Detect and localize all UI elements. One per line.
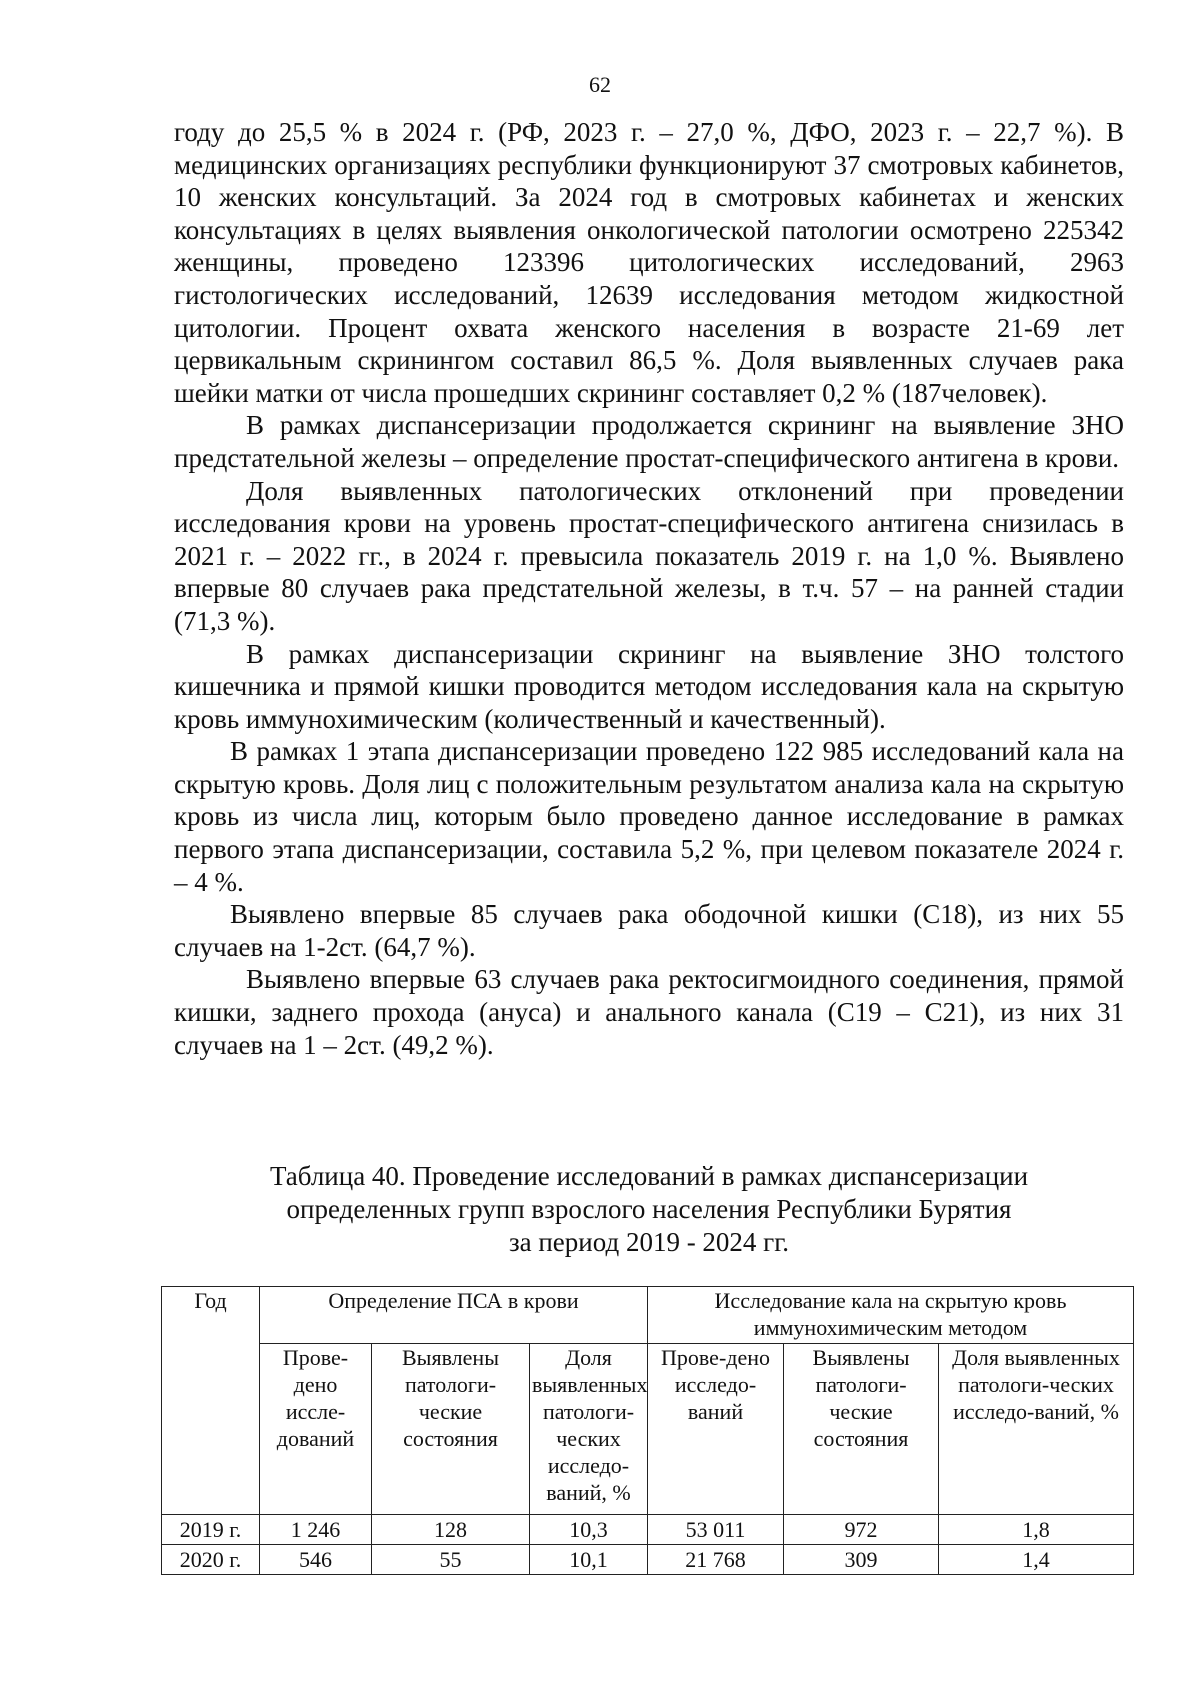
cell-psa-done: 546	[260, 1545, 372, 1575]
cell-psa-share: 10,1	[530, 1545, 648, 1575]
table-row	[162, 1545, 1134, 1575]
table-caption	[174, 1160, 1124, 1259]
paragraph-colon-cancer-cases: Выявлено впервые 85 случаев рака ободочной кишки (С18), из них 55 случаев на 1-2ст. (64,7 %).	[174, 899, 1124, 962]
table-row	[162, 1515, 1134, 1545]
cell-psa-found: 55	[372, 1545, 530, 1575]
header-psa-found: Выявлены патологи-ческие состояния	[372, 1344, 530, 1515]
page-number: 62	[589, 72, 611, 97]
paragraph-rectal-cancer-cases: Выявлено впервые 63 случаев рака ректосигмоидного соединения, прямой кишки, заднего прохода (ануса) и анального канала (С19 – С21), из них 31 случаев на 1 – 2ст. (49,2 %).	[174, 964, 1124, 1060]
header-stool-done: Прове-дено исследо-ваний	[648, 1344, 784, 1515]
cell-stool-done: 21 768	[648, 1545, 784, 1575]
cell-psa-share: 10,3	[530, 1515, 648, 1545]
cell-stool-share: 1,8	[939, 1515, 1134, 1545]
table-subheader-row	[162, 1344, 1134, 1515]
paragraph-psa-results: Доля выявленных патологических отклонений при проведении исследования крови на уровень простат-специфического антигена снизилась в 2021 г. – 2022 гг., в 2024 г. превысила показатель 2019 г. на 1,0 %. Выявлено впервые 80 случаев рака предстательной железы, в т.ч. 57 – на ранней стадии (71,3 %).	[174, 475, 1124, 636]
body-text	[174, 116, 1124, 1061]
table-caption-line: определенных групп взрослого населения Республики Бурятия	[286, 1194, 1012, 1224]
cell-psa-found: 128	[372, 1515, 530, 1545]
cell-stool-found: 309	[784, 1545, 939, 1575]
table-caption-line: за период 2019 - 2024 гг.	[508, 1227, 790, 1257]
header-psa-share: Доля выявленных патологи-ческих исследо-ваний, %	[530, 1344, 648, 1515]
screening-table	[161, 1286, 1134, 1575]
cell-year: 2019 г.	[162, 1515, 260, 1545]
header-stool-share: Доля выявленных патологи-ческих исследо-ваний, %	[939, 1344, 1134, 1515]
paragraph-cervical-screening: году до 25,5 % в 2024 г. (РФ, 2023 г. – 27,0 %, ДФО, 2023 г. – 22,7 %). В медицинских организациях республики функционируют 37 смотровых кабинетов, 10 женских консультаций. За 2024 год в смотровых кабинетах и женских консультациях в целях выявления онкологической патологии осмотрено 225342 женщины, проведено 123396 цитологических исследований, 2963 гистологических исследований, 12639 исследования методом жидкостной цитологии. Процент охвата женского населения в возрасте 21-69 лет цервикальным скринингом составил 86,5 %. Доля выявленных случаев рака шейки матки от числа прошедших скрининг составляет 0,2 % (187человек).	[174, 117, 1124, 408]
paragraph-colorectal-screening: В рамках диспансеризации скрининг на выявление ЗНО толстого кишечника и прямой кишки проводится методом исследования кала на скрытую кровь иммунохимическим (количественный и качественный).	[174, 638, 1124, 734]
header-psa-group: Определение ПСА в крови	[260, 1287, 648, 1344]
table-header-row	[162, 1287, 1134, 1344]
cell-stool-share: 1,4	[939, 1545, 1134, 1575]
table-caption-line: Таблица 40. Проведение исследований в рамках диспансеризации	[269, 1161, 1029, 1191]
header-stool-found: Выявлены патологи-ческие состояния	[784, 1344, 939, 1515]
cell-year: 2020 г.	[162, 1545, 260, 1575]
header-year: Год	[162, 1287, 260, 1515]
cell-psa-done: 1 246	[260, 1515, 372, 1545]
cell-stool-found: 972	[784, 1515, 939, 1545]
header-stool-group: Исследование кала на скрытую кровь иммунохимическим методом	[648, 1287, 1134, 1344]
paragraph-prostate-screening: В рамках диспансеризации продолжается скрининг на выявление ЗНО предстательной железы – определение простат-специфического антигена в крови.	[174, 410, 1124, 473]
paragraph-stool-test-results: В рамках 1 этапа диспансеризации проведено 122 985 исследований кала на скрытую кровь. Доля лиц с положительным результатом анализа кала на скрытую кровь из числа лиц, которым было проведено данное исследование в рамках первого этапа диспансеризации, составила 5,2 %, при целевом показателе 2024 г. – 4 %.	[174, 736, 1124, 897]
cell-stool-done: 53 011	[648, 1515, 784, 1545]
header-psa-done: Прове-дено иссле-дований	[260, 1344, 372, 1515]
